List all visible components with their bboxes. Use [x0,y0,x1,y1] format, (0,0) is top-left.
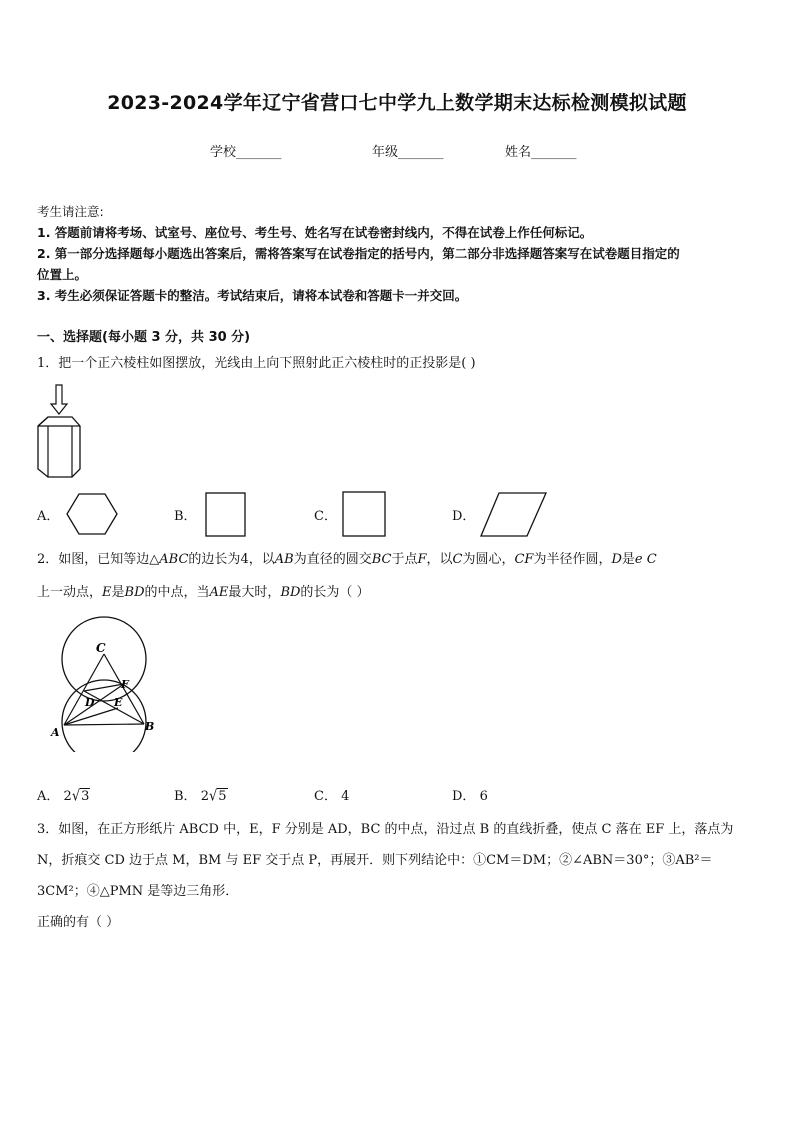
grade-field[interactable]: 年级_______ [372,145,444,160]
label-d: D [85,696,95,709]
q1-option-c-square[interactable] [342,491,387,538]
label-a: A [51,726,60,739]
q3-line-1: 3．如图，在正方形纸片 ABCD 中，E，F 分别是 AD，BC 的中点，沿过点 B 的直线折叠，使点 C 落在 EF 上，落点为 [37,822,734,837]
circle-ab [62,680,146,752]
label-e: E [114,696,123,709]
notice-block [37,201,762,306]
school-field[interactable]: 学校_______ [210,145,282,160]
notice-item-1: 1. 答题前请将考场、试室号、座位号、考生号、姓名写在试卷密封线内，不得在试卷上作任何标记。 [37,225,593,240]
q1-option-a-label[interactable]: A． [37,509,60,524]
q2-geometry-figure [40,612,170,752]
q2-option-a[interactable]: A． 2√3 [37,787,90,806]
q2-option-c[interactable]: C． 4 [314,789,350,804]
notice-item-3: 3. 考生必须保证答题卡的整洁。考试结束后，请将本试卷和答题卡一并交回。 [37,288,468,303]
q3-line-3: 3CM²；④△PMN 是等边三角形． [37,884,239,899]
q2-line-1: 2．如图，已知等边△ABC的边长为4，以AB为直径的圆交BC于点F，以C为圆心，CF为半径作圆，D是e C [37,552,657,567]
q3-line-4: 正确的有（ ） [37,915,120,930]
section-heading: 一、选择题(每小题 3 分，共 30 分) [37,330,251,345]
q1-option-b-label[interactable]: B． [174,509,197,524]
notice-item-2-cont: 位置上。 [37,267,88,282]
label-c: C [96,641,106,655]
page-title: 2023-2024学年辽宁省营口七中学九上数学期末达标检测模拟试题 [107,92,687,114]
label-b: B [145,720,155,733]
q2-option-d[interactable]: D． 6 [452,789,488,804]
light-arrow-icon [51,385,67,414]
label-f: F [121,678,129,691]
q2-stem [37,543,762,609]
name-field[interactable]: 姓名_______ [505,145,577,160]
q2-option-b[interactable]: B． 2√5 [174,787,227,806]
q1-option-b-square[interactable] [205,492,247,538]
q1-option-a-hexagon[interactable] [66,492,118,536]
q2-line-2: 上一动点，E是BD的中点，当AE最大时，BD的长为（ ） [37,585,370,600]
hexagonal-prism-figure [30,382,90,478]
q1-option-c-label[interactable]: C． [314,509,337,524]
q3-stem [37,814,762,938]
notice-item-2: 2. 第一部分选择题每小题选出答案后，需将答案写在试卷指定的括号内，第二部分非选择题答案写在试卷题目指定的 [37,246,680,261]
q1-option-d-parallelogram[interactable] [480,491,548,538]
notice-heading: 考生请注意: [37,204,104,219]
q3-line-2: N，折痕交 CD 边于点 M，BM 与 EF 交于点 P，再展开．则下列结论中：①CM＝DM；②∠ABN＝30°；③AB²＝ [37,853,713,868]
circle-c [62,617,146,701]
q1-option-d-label[interactable]: D． [452,509,476,524]
q1-stem: 1．把一个正六棱柱如图摆放，光线由上向下照射此正六棱柱时的正投影是( ) [37,356,476,371]
